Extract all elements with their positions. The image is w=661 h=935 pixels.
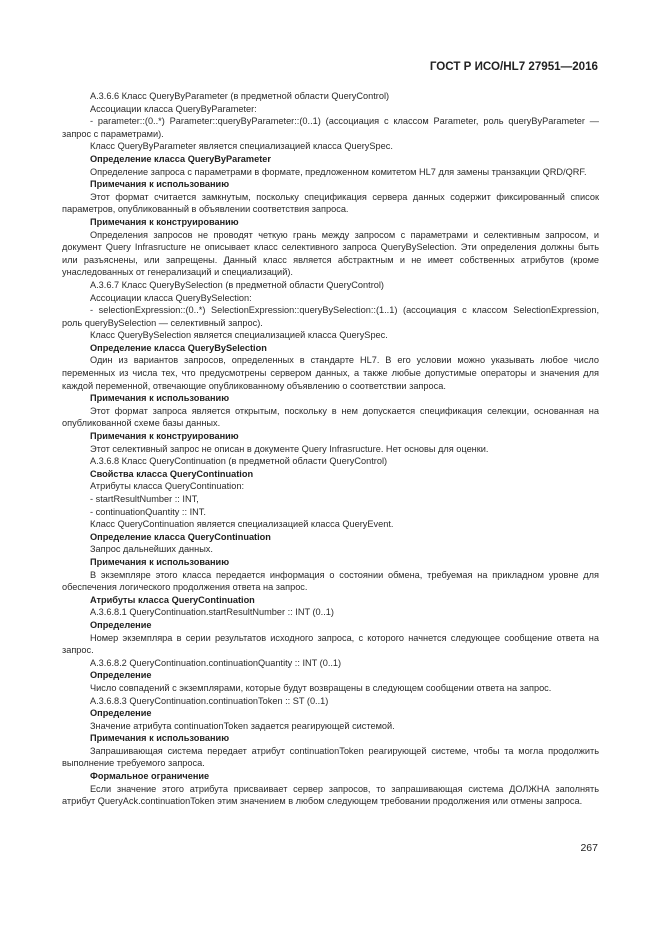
section-heading: Определение <box>90 670 152 681</box>
section-heading: Определение <box>90 708 152 719</box>
paragraph: Класс QueryBySelection является специализацией класса QuerySpec. <box>90 330 388 341</box>
section-heading: Примечания к использованию <box>90 556 230 567</box>
paragraph: Число совпадений с экземплярами, которые будут возвращены в следующем сообщении ответа на запрос. <box>90 682 552 693</box>
paragraph: Этот формат запроса является открытым, поскольку в нем допускается спецификация селекции, основанная на опубликованной схеме базы данных. <box>62 405 599 429</box>
section-heading: Определение класса QueryByParameter <box>90 153 271 164</box>
paragraph: A.3.6.7 Класс QueryBySelection (в предметной области QueryControl) <box>90 279 384 290</box>
section-heading: Определение класса QueryBySelection <box>90 342 267 353</box>
section-heading: Формальное ограничение <box>90 771 210 782</box>
section-heading: Атрибуты класса QueryContinuation <box>90 594 255 605</box>
section-heading: Определение класса QueryContinuation <box>90 531 271 542</box>
section-heading: Примечания к использованию <box>90 733 230 744</box>
paragraph: Ассоциации класса QueryBySelection: <box>90 292 252 303</box>
paragraph: - selectionExpression::(0..*) SelectionExpression::queryBySelection::(1..1) (ассоциация с классом SelectionExpression, роль queryBySelection — селективный запрос). <box>62 305 599 328</box>
paragraph: Запрос дальнейших данных. <box>90 544 213 555</box>
section-heading: Примечания к конструированию <box>90 431 239 442</box>
section-heading: Определение <box>90 619 152 630</box>
list-item: - continuationQuantity :: INT. <box>90 506 206 517</box>
page-number: 267 <box>580 842 598 854</box>
paragraph: Номер экземпляра в серии результатов исходного запроса, с которого начнется следующее сообщение ответа на запрос. <box>62 632 599 656</box>
paragraph: Класс QueryContinuation является специализацией класса QueryEvent. <box>90 519 394 530</box>
paragraph: Один из вариантов запросов, определенных в стандарте HL7. В его условии можно указывать любое число переменных из числа тех, что предусмотрены сервером данных, а также любые допустимые операторы и значения для каждой переменной, отвечающие опубликованному объявлению о соответствии запроса. <box>62 355 599 391</box>
paragraph: - parameter::(0..*) Parameter::queryByParameter::(0..1) (ассоциация с классом Parameter, роль queryByParameter — запрос с параметрами). <box>62 116 599 139</box>
list-item: - startResultNumber :: INT, <box>90 494 199 504</box>
paragraph: A.3.6.6 Класс QueryByParameter (в предметной области QueryControl) <box>90 91 390 101</box>
section-heading: Свойства класса QueryContinuation <box>90 468 254 479</box>
paragraph: Значение атрибута continuationToken задается реагирующей системой. <box>90 720 395 731</box>
paragraph: Запрашивающая система передает атрибут continuationToken реагирующей системе, чтобы та могла продолжить выполнение требуемого запроса. <box>62 745 599 769</box>
paragraph: Атрибуты класса QueryContinuation: <box>90 481 244 492</box>
document-body <box>62 90 599 808</box>
paragraph: Этот селективный запрос не описан в документе Query Infrasructure. Нет основы для оценки. <box>90 443 489 454</box>
paragraph: A.3.6.8.1 QueryContinuation.startResultNumber :: INT (0..1) <box>90 607 334 618</box>
paragraph: Ассоциации класса QueryByParameter: <box>90 103 257 114</box>
section-heading: Примечания к использованию <box>90 179 230 190</box>
paragraph: A.3.6.8.2 QueryContinuation.continuationQuantity :: INT (0..1) <box>90 657 342 668</box>
paragraph: В экземпляре этого класса передается информация о состоянии обмена, требуемая на прикладном уровне для обеспечения логического продолжения ответа на запрос. <box>62 569 599 593</box>
section-heading: Примечания к использованию <box>90 393 230 404</box>
paragraph: Определение запроса с параметрами в формате, предложенном комитетом HL7 для замены транзакции QRD/QRF. <box>90 166 587 177</box>
paragraph: Если значение этого атрибута присваивает сервер запросов, то запрашивающая система ДОЛЖНА заполнять атрибут QueryAck.continuationToken этим значением в любом следующем требовании продолжения или отмены запроса. <box>62 783 599 807</box>
paragraph: Определения запросов не проводят четкую грань между запросом с параметрами и селективным запросом, и документ Query Infrasructure не описывает класс селективного запроса QueryBySelection. Эти определения должны быть или разъяснены, или запрещены. Данный класс является абстрактным и не имеет собственных атрибутов (кроме унаследованных от генерализаций и специализаций). <box>62 229 599 278</box>
document-header: ГОСТ Р ИСО/HL7 27951—2016 <box>429 60 598 73</box>
paragraph: A.3.6.8 Класс QueryContinuation (в предметной области QueryControl) <box>90 456 388 467</box>
paragraph: Класс QueryByParameter является специализацией класса QuerySpec. <box>90 141 393 152</box>
paragraph: A.3.6.8.3 QueryContinuation.continuationToken :: ST (0..1) <box>90 695 329 706</box>
paragraph: Этот формат считается замкнутым, поскольку спецификация сервера данных содержит фиксированный список параметров, опубликованный в объявлении соответствия запроса. <box>62 191 599 215</box>
section-heading: Примечания к конструированию <box>90 216 239 227</box>
